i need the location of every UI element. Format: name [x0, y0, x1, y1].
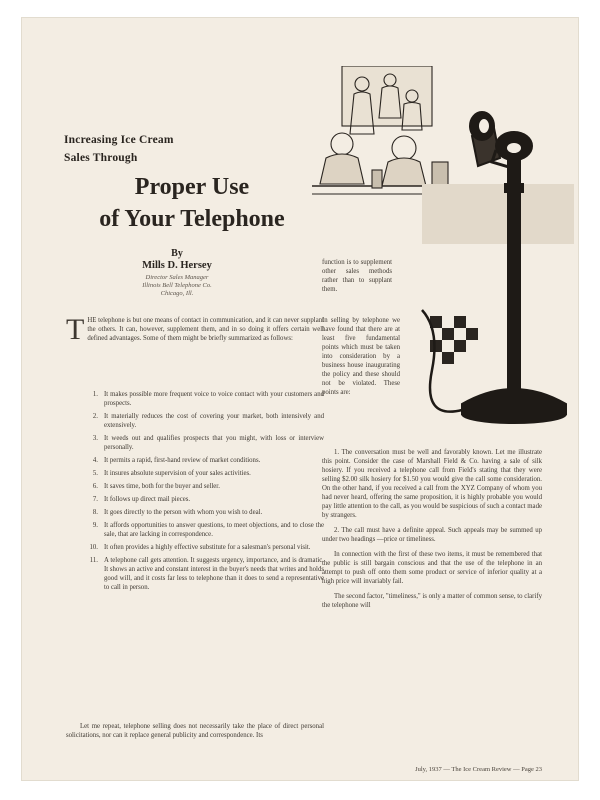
- candlestick-telephone-icon: [422, 112, 566, 423]
- list-item: [66, 390, 324, 408]
- list-item-text: It follows up direct mail pieces.: [104, 496, 191, 503]
- right-column-top-text: function is to supplement other sales methods rather than to supplant them.: [322, 259, 392, 293]
- list-item-text: It goes directly to the person with whom you wish to deal.: [104, 509, 263, 516]
- counter-block: [422, 184, 574, 244]
- author-name: Mills D. Hersey: [142, 260, 212, 271]
- list-item-number: 11.: [89, 557, 98, 564]
- author-affiliation-3: Chicago, Ill.: [160, 290, 194, 297]
- list-item-text: It permits a rapid, first-hand review of market conditions.: [104, 457, 261, 464]
- list-item-number: 3.: [92, 435, 98, 442]
- list-item: [66, 456, 324, 465]
- list-item: [66, 469, 324, 478]
- article-title-line-2: of Your Telephone: [99, 206, 285, 232]
- checkered-floor: [430, 316, 478, 364]
- list-item-number: 4.: [92, 457, 98, 464]
- kicker-line-2: Sales Through: [64, 152, 138, 164]
- list-item-text: It often provides a highly effective substitute for a salesman's personal visit.: [104, 544, 311, 551]
- list-item-number: 10.: [89, 544, 98, 551]
- list-item-number: 1.: [92, 391, 98, 398]
- page-footer: July, 1937 — The Ice Cream Review — Page 23: [415, 766, 542, 773]
- body-paragraph: The second factor, "timeliness," is only a matter of common sense, to clarify the telephone will: [322, 593, 542, 609]
- list-item: [66, 521, 324, 539]
- body-paragraph: 2. The call must have a definite appeal. Such appeals may be summed up under two headings —price or timeliness.: [322, 527, 542, 543]
- list-item: [66, 482, 324, 491]
- list-item-text: It weeds out and qualifies prospects that you might, with loss or interview personally.: [104, 435, 324, 451]
- right-column-body: [322, 448, 542, 616]
- right-column-narrow-text: In selling by telephone we have found that there are at least five fundamental points which must be taken into consideration by a business house inaugurating the policy and these should not be violated. These points are:: [322, 317, 400, 396]
- magazine-page: [22, 18, 578, 780]
- list-item-text: It saves time, both for the buyer and seller.: [104, 483, 220, 490]
- soda-fountain-scene: [312, 66, 492, 194]
- body-paragraph: In connection with the first of these two items, it must be remembered that the public is still bargain conscious and that the use of the telephone in an attempt to push off onto them some product or service of inferior quality at a high price will invariably fail.: [322, 551, 542, 585]
- author-affiliation-2: Illinois Bell Telephone Co.: [142, 282, 212, 289]
- article-title-line-1: Proper Use: [134, 174, 250, 200]
- list-item: [66, 543, 324, 552]
- list-item-number: 7.: [92, 496, 98, 503]
- list-item-text: It makes possible more frequent voice to voice contact with your customers and prospects.: [104, 391, 324, 407]
- list-item-number: 6.: [92, 483, 98, 490]
- list-item: [66, 434, 324, 452]
- list-item: [66, 412, 324, 430]
- list-item-number: 2.: [92, 413, 98, 420]
- intro-text: HE telephone is but one means of contact in communication, and it can never supplant the others. It can, however, supplement them, and in so doing it offers certain well defined advantages. Some of them might be briefly summarized as follows:: [87, 317, 324, 342]
- list-item: [66, 508, 324, 517]
- list-item: [66, 556, 324, 592]
- list-item-text: It affords opportunities to answer questions, to meet objections, and to close the sale, that are lacking in correspondence.: [104, 522, 324, 538]
- advantages-list: [66, 390, 324, 596]
- list-item-number: 5.: [92, 470, 98, 477]
- list-item: [66, 495, 324, 504]
- intro-paragraph: [66, 313, 324, 346]
- drop-cap: T: [66, 313, 85, 346]
- kicker-line-1: Increasing Ice Cream: [64, 134, 174, 146]
- author-affiliation-1: Director Sales Manager: [145, 274, 209, 281]
- byline-by: By: [171, 248, 183, 259]
- list-item-text: A telephone call gets attention. It suggests urgency, importance, and is dramatic. It shows an active and constant interest in the buyer's needs that writes and holds good will, and it costs far less to telephone than it does to send a representative to call in person.: [104, 557, 324, 591]
- list-item-number: 9.: [92, 522, 98, 529]
- list-item-text: It materially reduces the cost of covering your market, both intensively and extensively.: [104, 413, 324, 429]
- list-item-number: 8.: [92, 509, 98, 516]
- closing-paragraph: Let me repeat, telephone selling does not necessarily take the place of direct personal solicitations, nor can it replace general publicity and correspondence. Its: [66, 723, 324, 739]
- list-item-text: It insures absolute supervision of your sales activities.: [104, 470, 251, 477]
- body-paragraph: 1. The conversation must be well and favorably known. Let me illustrate this point. Consider the case of Marshall Field & Co. having a sale of silk hosiery. If you received a telephone call from Field's stating that they were selling $2.00 silk hosiery for $1.50 you would give the call some consideration. On the other hand, if you received a call from the XYZ Company of whom you had never heard, offering the same proposition, it is highly probable you would pay little attention to the call, as you would be suspicious of such a contact made by strangers.: [322, 449, 542, 519]
